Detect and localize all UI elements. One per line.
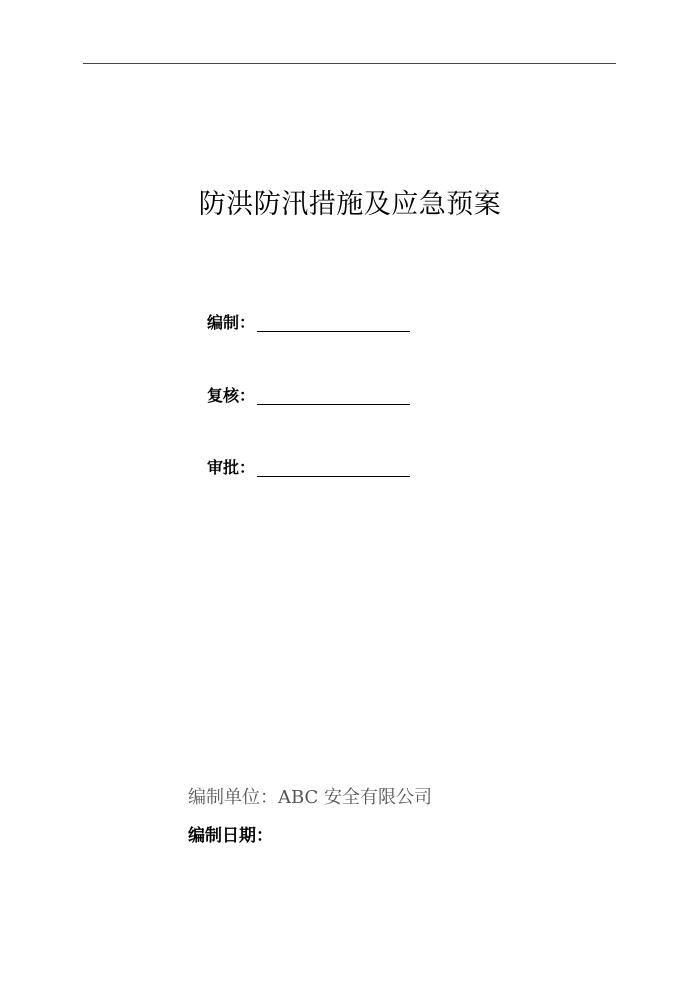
approve-label: 审批：	[207, 458, 256, 477]
compiling-organization: 编制单位：ABC 安全有限公司	[188, 787, 433, 808]
compile-signature-blank	[257, 331, 410, 332]
compile-signature-row	[207, 310, 410, 334]
review-signature-row	[207, 383, 410, 407]
compile-date-label: 编制日期：	[188, 826, 273, 846]
header-rule	[83, 63, 616, 64]
review-signature-blank	[257, 404, 410, 405]
compile-label: 编制：	[207, 313, 256, 332]
document-title: 防洪防汛措施及应急预案	[198, 189, 502, 220]
approve-signature-blank	[257, 476, 410, 477]
approve-signature-row	[207, 455, 410, 479]
review-label: 复核：	[207, 386, 256, 405]
